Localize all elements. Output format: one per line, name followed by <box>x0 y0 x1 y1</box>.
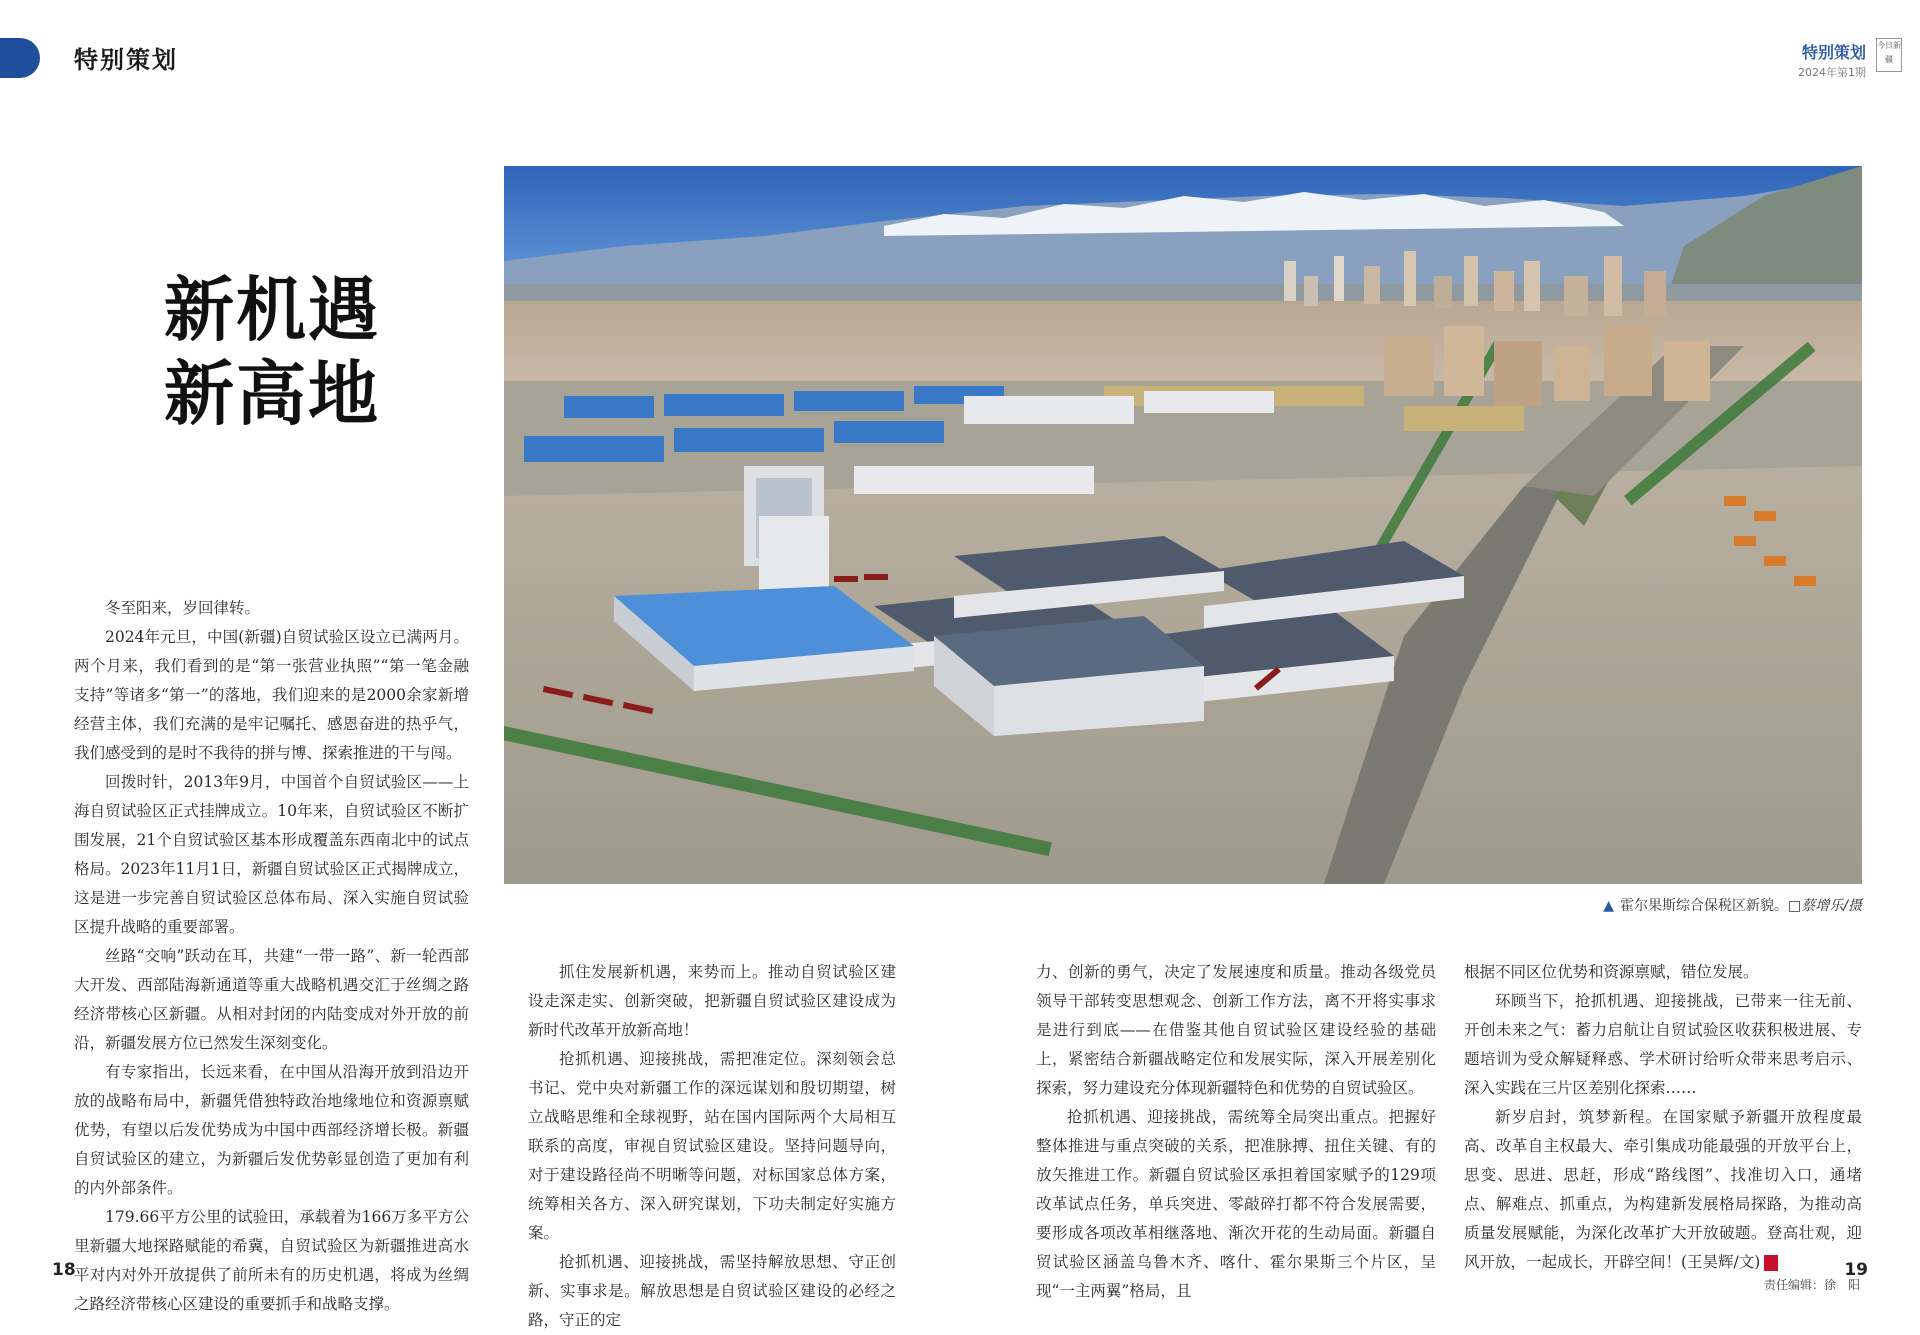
paragraph: 抢抓机遇、迎接挑战，需坚持解放思想、守正创新、实事求是。解放思想是自贸试验区建设的必经之路，守正的定 <box>528 1253 896 1329</box>
page-number-right: 19 <box>1844 1260 1868 1280</box>
section-label: 特别策划 <box>74 45 178 74</box>
paragraph-continued: 根据不同区位优势和资源禀赋，错位发展。 <box>1464 963 1759 981</box>
paragraph: 冬至阳来，岁回律转。 <box>105 599 261 617</box>
page-number-left: 18 <box>52 1260 76 1280</box>
caption-triangle-icon: ▲ <box>1603 898 1615 914</box>
magazine-logo-text: 今日新疆 <box>1877 41 1901 64</box>
section-tab-marker <box>0 38 40 78</box>
paragraph: 抢抓机遇、迎接挑战，需统筹全局突出重点。把握好整体推进与重点突破的关系，把准脉搏、扭住关键、有的放矢推进工作。新疆自贸试验区承担着国家赋予的129项改革试点任务，单兵突进、零敲碎打都不符合发展需要，要形成各项改革相继落地、渐次开花的生动局面。新疆自贸试验区涵盖乌鲁木齐、喀什、霍尔果斯三个片区，呈现“一主两翼”格局，且 <box>1036 1108 1436 1300</box>
paragraph-continued: 力、创新的勇气，决定了发展速度和质量。推动各级党员领导干部转变思想观念、创新工作方法，离不开将实事求是进行到底——在借鉴其他自贸试验区建设经验的基础上，紧密结合新疆战略定位和发展实际，深入开展差别化探索，努力建设充分体现新疆特色和优势的自贸试验区。 <box>1036 963 1436 1097</box>
paragraph: 环顾当下，抢抓机遇、迎接挑战，已带来一往无前、开创未来之气：蓄力启航让自贸试验区收获积极进展、专题培训为受众解疑释惑、学术研讨给听众带来思考启示、深入实践在三片区差别化探索…… <box>1464 992 1862 1097</box>
article-column-1 <box>74 594 469 1319</box>
aerial-photo <box>504 166 1862 884</box>
last-paragraph-text: 新岁启封，筑梦新程。在国家赋予新疆开放程度最高、改革自主权最大、牵引集成功能最强的开放平台上，思变、思进、思赶，形成“路线图”、找准切入口，通堵点、解难点、抓重点，为构建新发展格局探路，为推动高质量发展赋能，为深化改革扩大开放破题。登高壮观，迎风开放，一起成长，开辟空间！(王昊辉/文) <box>1464 1108 1862 1271</box>
paragraph: 丝路“交响”跃动在耳，共建“一带一路”、新一轮西部大开发、西部陆海新通道等重大战略机遇交汇于丝绸之路经济带核心区新疆。从相对封闭的内陆变成对外开放的前沿，新疆发展方位已然发生深刻变化。 <box>74 947 469 1052</box>
paragraph: 抢抓机遇、迎接挑战，需把准定位。深刻领会总书记、党中央对新疆工作的深远谋划和殷切期望，树立战略思维和全球视野，站在国内国际两个大局相互联系的高度，审视自贸试验区建设。坚持问题导向，对于建设路径尚不明晰等问题，对标国家总体方案，统筹相关各方、深入研究谋划，下功夫制定好实施方案。 <box>528 1050 896 1242</box>
headline-line-1: 新机遇 <box>164 269 380 351</box>
responsible-editor: 责任编辑：徐 阳 <box>1763 1278 1860 1292</box>
paragraph: 2024年元旦，中国(新疆)自贸试验区设立已满两月。两个月来，我们看到的是“第一张营业执照”“第一笔金融支持”等诸多“第一”的落地，我们迎来的是2000余家新增经营主体，我们充满的是牢记嘱托、感恩奋进的热乎气，我们感受到的是时不我待的拼与博、探索推进的干与闯。 <box>74 628 469 762</box>
magazine-logo <box>1876 38 1902 72</box>
paragraph-last <box>1464 1103 1862 1277</box>
article-column-4 <box>1464 958 1862 1277</box>
running-header <box>1798 40 1866 80</box>
end-mark-icon <box>1764 1255 1778 1271</box>
paragraph: 179.66平方公里的试验田，承载着为166万多平方公里新疆大地探路赋能的希冀，自贸试验区为新疆推进高水平对内对外开放提供了前所未有的历史机遇，将成为丝绸之路经济带核心区建设的重要抓手和战略支撑。 <box>74 1208 469 1313</box>
paragraph: 抓住发展新机遇，来势而上。推动自贸试验区建设走深走实、创新突破，把新疆自贸试验区建设成为新时代改革开放新高地！ <box>528 963 896 1039</box>
running-header-title: 特别策划 <box>1801 43 1866 62</box>
article-column-3 <box>1036 958 1436 1306</box>
paragraph: 回拨时针，2013年9月，中国首个自贸试验区——上海自贸试验区正式挂牌成立。10年来，自贸试验区不断扩围发展，21个自贸试验区基本形成覆盖东西南北中的试点格局。2023年11月1日，新疆自贸试验区正式揭牌成立，这是进一步完善自贸试验区总体布局、深入实施自贸试验区提升战略的重要部署。 <box>74 773 469 936</box>
headline <box>164 268 380 436</box>
article-column-2 <box>528 958 896 1335</box>
caption-text: 霍尔果斯综合保税区新貌。 <box>1620 898 1789 914</box>
paragraph: 有专家指出，长远来看，在中国从沿海开放到沿边开放的战略布局中，新疆凭借独特政治地缘地位和资源禀赋优势，有望以后发优势成为中国中西部经济增长极。新疆自贸试验区的建立，为新疆后发优势彰显创造了更加有利的内外部条件。 <box>74 1063 469 1197</box>
caption-credit: □蔡增乐/摄 <box>1788 898 1862 914</box>
running-header-issue: 2024年第1期 <box>1798 66 1866 79</box>
headline-line-2: 新高地 <box>164 353 380 435</box>
photo-caption <box>1603 895 1862 915</box>
